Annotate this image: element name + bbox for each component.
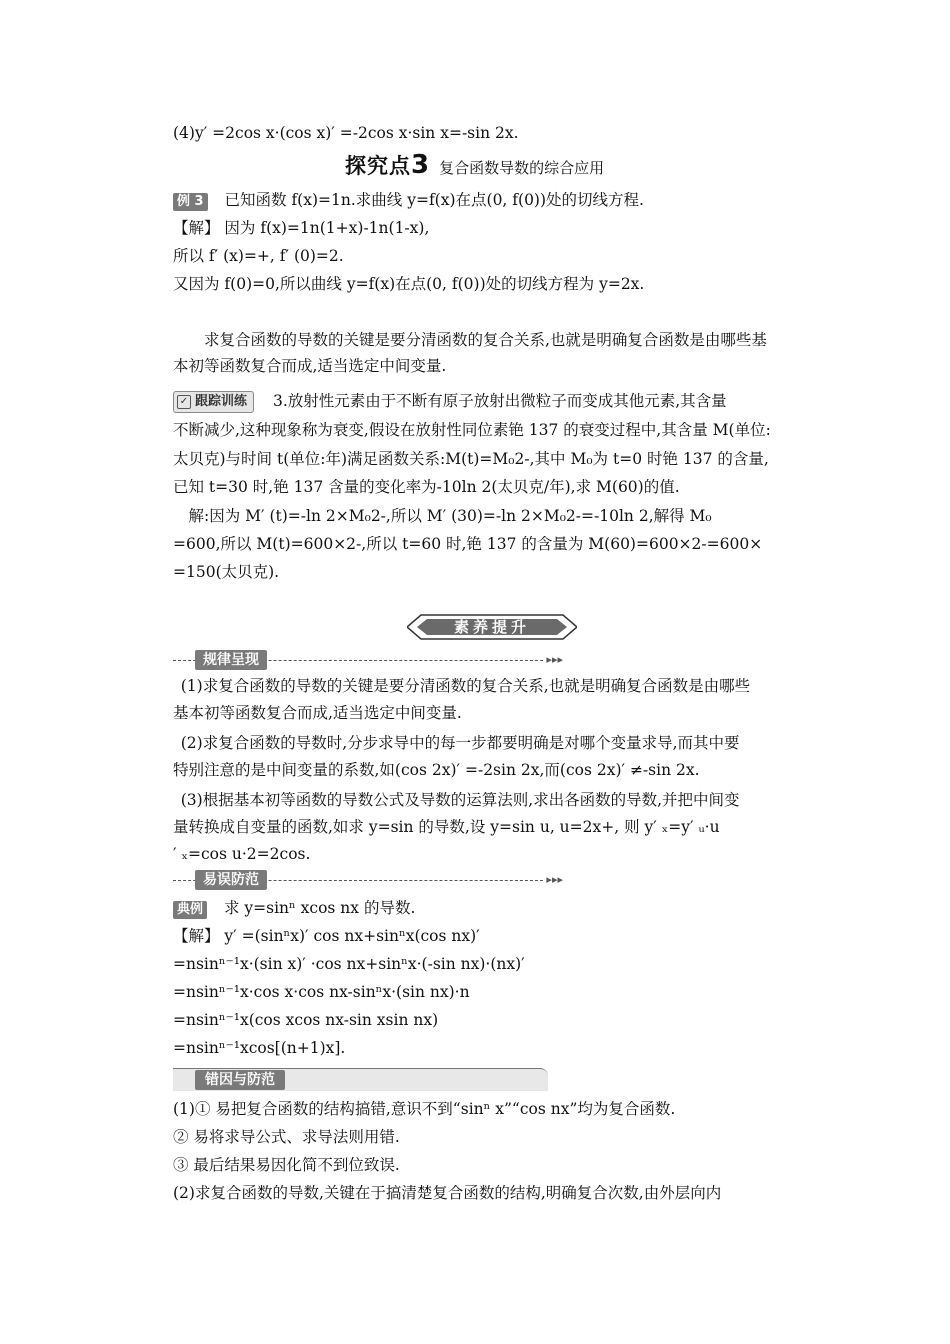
cause-line-4: (2)求复合函数的导数,关键在于搞清楚复合函数的结构,明确复合次数,由外层向内 bbox=[173, 1184, 722, 1202]
rule-1a: (1)求复合函数的导数的关键是要分清函数的复合关系,也就是明确复合函数是由哪些 bbox=[180, 677, 751, 695]
typical-solution-2: =nsinⁿ⁻¹x·(sin x)′ ·cos nx+sinⁿx·(-sin nx)·(nx)′ bbox=[173, 955, 525, 973]
cause-header bbox=[173, 1068, 548, 1091]
typical-solution-3: =nsinⁿ⁻¹x·cos x·cos nx-sinⁿx·(sin nx)·n bbox=[173, 983, 470, 1001]
literacy-banner bbox=[407, 612, 577, 642]
rules-header bbox=[173, 650, 563, 670]
section-title bbox=[345, 150, 604, 180]
example-3-solution-1: 【解】 因为 f(x)=1n(1+x)-1n(1-x), bbox=[173, 219, 430, 237]
typical-solution-4: =nsinⁿ⁻¹x(cos xcos nx-sin xsin nx) bbox=[173, 1011, 439, 1029]
example-tag: 例 3 bbox=[173, 193, 208, 211]
rule-2a: (2)求复合函数的导数时,分步求导中的每一步都要明确是对哪个变量求导,而其中要 bbox=[180, 734, 740, 752]
typical-solution-5: =nsinⁿ⁻¹xcos[(n+1)x]. bbox=[173, 1039, 346, 1057]
cause-line-2: ② 易将求导公式、求导法则用错. bbox=[173, 1128, 400, 1146]
track-training-line-4: 已知 t=30 时,铯 137 含量的变化率为-10ln 2(太贝克/年),求 M(60)的值. bbox=[173, 478, 680, 496]
arrow-icon: ▸▸▸ bbox=[546, 873, 563, 886]
rule-2b: 特别注意的是中间变量的系数,如(cos 2x)′ =-2sin 2x,而(cos 2x)′ ≠-sin 2x. bbox=[173, 761, 700, 779]
method-note-1: 求复合函数的导数的关键是要分清函数的复合关系,也就是明确复合函数是由哪些基 bbox=[204, 331, 767, 349]
cause-line-1: (1)① 易把复合函数的结构搞错,意识不到“sinⁿ x”“cos nx”均为复合函数. bbox=[173, 1100, 676, 1118]
formula-line-4: (4)y′ =2cos x·(cos x)′ =-2cos x·sin x=-sin 2x. bbox=[173, 124, 519, 142]
section-number: 3 bbox=[411, 150, 430, 180]
rules-label: 规律呈现 bbox=[195, 650, 267, 670]
typical-example-tag: 典例 bbox=[173, 901, 207, 919]
typical-example bbox=[173, 898, 415, 919]
rule-3b: 量转换成自变量的函数,如求 y=sin 的导数,设 y=sin u, u=2x+, 则 y′ ₓ=y′ ᵤ·u bbox=[173, 818, 720, 836]
example-3-solution-2: 所以 f′ (x)=+, f′ (0)=2. bbox=[173, 247, 344, 265]
cause-label: 错因与防范 bbox=[195, 1070, 285, 1090]
track-training-line-2: 不断减少,这种现象称为衰变,假设在放射性同位素铯 137 的衰变过程中,其含量 M(单位: bbox=[173, 421, 771, 439]
track-answer-1: 解:因为 M′ (t)=-ln 2×M₀2-,所以 M′ (30)=-ln 2×M₀2-=-10ln 2,解得 M₀ bbox=[188, 507, 712, 525]
typical-solution-1: 【解】 y′ =(sinⁿx)′ cos nx+sinⁿx(cos nx)′ bbox=[173, 927, 480, 945]
rule-1b: 基本初等函数复合而成,适当选定中间变量. bbox=[173, 704, 462, 722]
check-icon: ✓ bbox=[177, 395, 191, 409]
track-training-line-3: 太贝克)与时间 t(单位:年)满足函数关系:M(t)=M₀2-,其中 M₀为 t=0 时铯 137 的含量, bbox=[173, 450, 769, 468]
track-text-1: 3.放射性元素由于不断有原子放射出微粒子而变成其他元素,其含量 bbox=[272, 392, 727, 410]
arrow-icon: ▸▸▸ bbox=[546, 653, 563, 666]
example-3-question bbox=[173, 190, 644, 211]
rule-3a: (3)根据基本初等函数的导数公式及导数的运算法则,求出各函数的导数,并把中间变 bbox=[180, 791, 740, 809]
cause-line-3: ③ 最后结果易因化简不到位致误. bbox=[173, 1156, 400, 1174]
typical-example-text: 求 y=sinⁿ xcos nx 的导数. bbox=[223, 899, 416, 917]
section-subtitle: 复合函数导数的综合应用 bbox=[439, 159, 605, 177]
method-note-2: 本初等函数复合而成,适当选定中间变量. bbox=[173, 357, 447, 375]
track-answer-2: =600,所以 M(t)=600×2-,所以 t=60 时,铯 137 的含量为 M(60)=600×2-=600× bbox=[173, 535, 763, 553]
track-answer-3: =150(太贝克). bbox=[173, 563, 280, 581]
track-training-badge bbox=[173, 391, 254, 413]
track-training-label: 跟踪训练 bbox=[195, 394, 248, 409]
rule-3c: ′ ₓ=cos u·2=2cos. bbox=[173, 845, 311, 863]
example-3-solution-3: 又因为 f(0)=0,所以曲线 y=f(x)在点(0, f(0))处的切线方程为 y=2x. bbox=[173, 275, 645, 293]
mistake-header bbox=[173, 870, 563, 890]
track-training-line-1 bbox=[173, 391, 727, 413]
mistake-label: 易误防范 bbox=[195, 870, 267, 890]
section-title-main: 探究点 bbox=[345, 154, 411, 178]
banner-title: 素养提升 bbox=[453, 618, 530, 636]
example-3-text: 已知函数 f(x)=1n.求曲线 y=f(x)在点(0, f(0))处的切线方程. bbox=[224, 191, 644, 209]
